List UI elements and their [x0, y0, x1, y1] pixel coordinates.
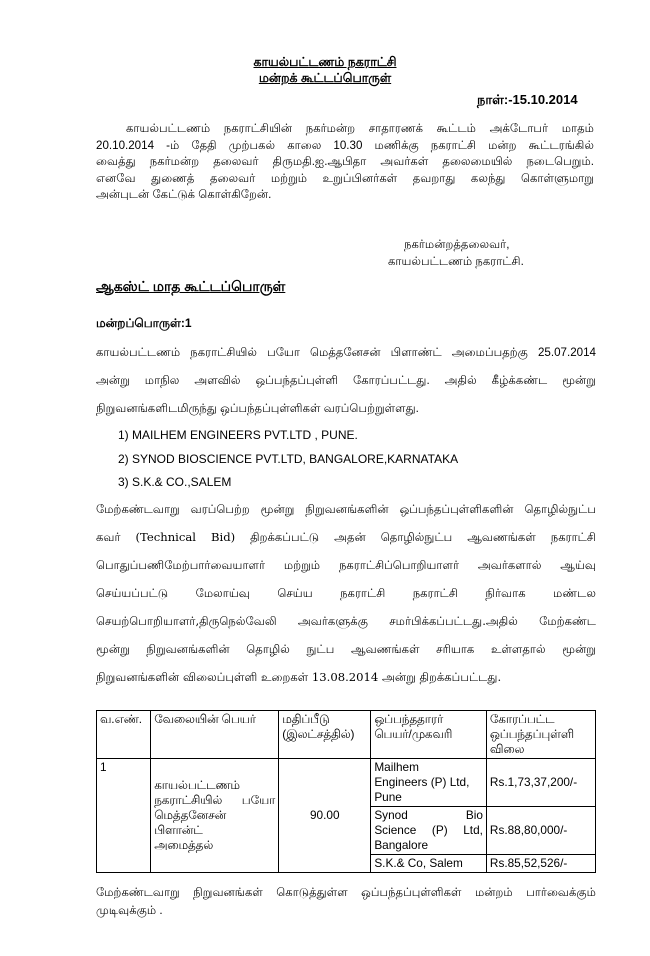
header-cell-estimate: மதிப்பீடு (இலட்சத்தில்): [279, 711, 371, 759]
cell-sno: 1: [97, 759, 151, 873]
signature-title: நகர்மன்றத்தலைவர்,: [404, 238, 510, 251]
cell-bidder-name: S.K.& Co, Salem: [371, 855, 487, 873]
table-row: [97, 759, 596, 807]
header-cell-work: வேலையின் பெயர்: [151, 711, 279, 759]
section-heading: ஆகஸ்ட் மாத கூட்டப்பொருள்: [96, 278, 286, 294]
body-line: பொதுப்பணிமேற்பார்வையாளர் மற்றும் நகராட்சிப்பொறியாளர் அவர்களால் ஆய்வு: [96, 558, 596, 572]
body-paragraph-a: [96, 339, 596, 423]
cell-work-name: காயல்பட்டணம் நகராட்சியில் பயோ மெத்தனேசன் பிளான்ட் அமைத்தல்: [151, 759, 279, 873]
intro-line: வைத்து நகர்மன்ற தலைவர் திருமதி.ஐ.ஆபிதா அவர்கள் தலைமையில் நடைபெறும்.: [96, 155, 594, 168]
intro-line: 20.10.2014 -ம் தேதி முற்பகல் காலை 10.30 மணிக்கு நகராட்சி மன்ற கூட்டரங்கில்: [96, 138, 594, 152]
cell-bid-price: Rs.88,80,000/-: [486, 807, 595, 855]
document-subtitle: மன்றக் கூட்டப்பொருள்: [258, 71, 392, 85]
document-date: நாள்:-15.10.2014: [477, 92, 578, 107]
body-line: கவர் (Technical Bid) திறக்கப்பட்டு அதன் தொழில்நுட்ப ஆவணங்கள் நகராட்சி: [96, 530, 596, 544]
signature-office: காயல்பட்டணம் நகராட்சி.: [388, 255, 524, 268]
body-line: காயல்பட்டணம் நகராட்சியில் பயோ மெத்தனேசன் பிளாண்ட் அமைப்பதற்கு 25.07.2014: [96, 346, 596, 359]
tender-table: [96, 710, 596, 873]
cell-bidder-name: Mailhem Engineers (P) Ltd, Pune: [371, 759, 487, 807]
body-line: செய்யப்பட்டு மேலாய்வு செய்ய நகராட்சி நகராட்சி நிர்வாக மண்டல: [96, 586, 596, 600]
footer-paragraph: [96, 884, 596, 920]
body-line: நிறுவனங்களின் விலைப்புள்ளி உறைகள் 13.08.2014 அன்று திறக்கப்பட்டது.: [96, 670, 502, 684]
intro-line: எனவே துணைத் தலைவர் மற்றும் உறுப்பினர்கள் தவறாது கலந்து கொள்ளுமாறு: [96, 171, 594, 185]
intro-line: அன்புடன் கேட்டுக் கொள்கிறேன்.: [96, 188, 272, 201]
body-paragraph-b: [96, 495, 596, 691]
header-cell-sno: வ.எண்.: [97, 711, 151, 759]
cell-estimate: 90.00: [279, 759, 371, 873]
cell-bid-price: Rs.85,52,526/-: [486, 855, 595, 873]
body-line: செயற்பொறியாளர்,திருநெல்வேலி அவர்களுக்கு சமர்பிக்கப்பட்டது.அதில் மேற்கண்ட: [96, 614, 596, 628]
intro-paragraph: [96, 121, 594, 204]
body-line: அன்று மாநில அளவில் ஒப்பந்தப்புள்ளி கோரப்பட்டது. அதில் கீழ்க்கண்ட மூன்று: [96, 374, 596, 387]
footer-line: முடிவுக்கும் .: [96, 904, 163, 917]
table-header-row: [97, 711, 596, 759]
list-item: 1) MAILHEM ENGINEERS PVT.LTD , PUNE.: [118, 428, 358, 442]
intro-line: காயல்பட்டணம் நகராட்சியின் நகர்மன்ற சாதாரணக் கூட்டம் அக்டோபர் மாதம்: [126, 122, 594, 135]
body-line: மூன்று நிறுவனங்களின் தொழில் நுட்ப ஆவணங்கள் சரியாக உள்ளதால் மூன்று: [96, 642, 596, 656]
list-item: 2) SYNOD BIOSCIENCE PVT.LTD, BANGALORE,KARNATAKA: [118, 452, 459, 466]
item-label: மன்றப்பொருள்:1: [96, 316, 192, 330]
body-line: நிறுவனங்களிடமிருந்து ஒப்பந்தப்புள்ளிகள் வரப்பெற்றுள்ளது.: [96, 402, 419, 415]
footer-line: மேற்கண்டவாறு நிறுவனங்கள் கொடுத்துள்ள ஒப்பந்தப்புள்ளிகள் மன்றம் பார்வைக்கும்: [96, 886, 596, 899]
body-line: மேற்கண்டவாறு வரப்பெற்ற மூன்று நிறுவனங்களின் ஒப்பந்தப்புள்ளிகளின் தொழில்நுட்ப: [96, 502, 596, 516]
cell-bid-price: Rs.1,73,37,200/-: [486, 759, 595, 807]
list-item: 3) S.K.& CO.,SALEM: [118, 475, 232, 489]
cell-bidder-name: Synod Bio Science (P) Ltd, Bangalore: [371, 807, 487, 855]
header-cell-contractor: ஒப்பந்ததாரர் பெயர்/முகவரி: [371, 711, 487, 759]
document-title: காயல்பட்டணம் நகராட்சி: [253, 55, 397, 69]
header-cell-price: கோரப்பட்ட ஒப்பந்தப்புள்ளி விலை: [486, 711, 595, 759]
